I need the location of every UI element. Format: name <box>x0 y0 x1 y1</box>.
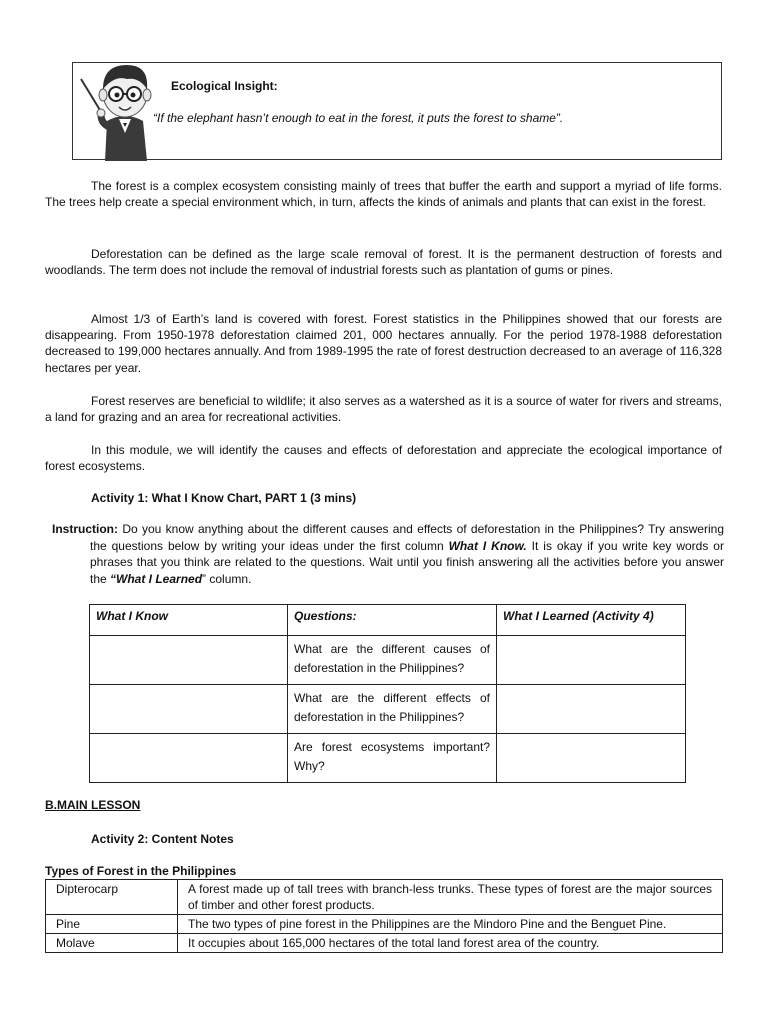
forest-type-name: Dipterocarp <box>46 880 178 915</box>
instruction-emph-what-i-know: What I Know. <box>448 538 527 553</box>
forest-type-description: It occupies about 165,000 hectares of the total land forest area of the country. <box>178 934 723 953</box>
forest-type-description: A forest made up of tall trees with branch-less trunks. These types of forest are the major sources of timber and other forest products. <box>178 880 723 915</box>
table-row <box>46 880 723 915</box>
instruction-emph-what-i-learned: “What I Learned <box>110 571 203 586</box>
table-row <box>46 915 723 934</box>
kwl-header-questions: Questions: <box>288 605 497 636</box>
kwl-question-cell: What are the different effects of deforestation in the Philippines? <box>288 685 497 734</box>
paragraph-module-intro: In this module, we will identify the causes and effects of deforestation and appreciate the ecological importance of forest ecosystems. <box>45 443 722 474</box>
forest-types-title: Types of Forest in the Philippines <box>45 864 237 878</box>
kwl-question-cell: What are the different causes of deforestation in the Philippines? <box>288 636 497 685</box>
paragraph-forest-reserves: Forest reserves are beneficial to wildlife; it also serves as a watershed as it is a source of water for rivers and streams, a land for grazing and an area for recreational activities. <box>45 394 722 425</box>
insight-quote: “If the elephant hasn’t enough to eat in the forest, it puts the forest to shame”. <box>153 111 564 125</box>
main-lesson-heading: B.MAIN LESSON <box>45 798 141 812</box>
forest-type-description: The two types of pine forest in the Philippines are the Mindoro Pine and the Benguet Pine. <box>178 915 723 934</box>
forest-type-name: Molave <box>46 934 178 953</box>
instruction-text-2: It is okay if you write key words or phrases that you think are related to the questions. Wait until you finish answering all the activities before you answer the <box>90 538 724 586</box>
table-row <box>46 934 723 953</box>
kwl-header-what-i-know: What I Know <box>90 605 288 636</box>
kwl-question-cell: Are forest ecosystems important? Why? <box>288 734 497 783</box>
paragraph-deforestation-definition: Deforestation can be defined as the large scale removal of forest. It is the permanent destruction of forests and woodlands. The term does not include the removal of industrial forests such as plantation of gums or pines. <box>45 247 722 278</box>
instruction-text-1: Do you know anything about the different causes and effects of deforestation in the Philippines? Try answering the questions below by writing your ideas under the first column <box>90 522 724 553</box>
paragraph-forest-statistics: Almost 1/3 of Earth’s land is covered with forest. Forest statistics in the Philippines showed that our forests are disappearing. From 1950-1978 deforestation claimed 201, 000 hectares annually. For the period 1978-1988 deforestation decreased to 199,000 hectares annually. And from 1989-1995 the rate of forest destruction decreased to an average of 116,328 hectares per year. <box>45 312 722 375</box>
forest-type-name: Pine <box>46 915 178 934</box>
insight-title: Ecological Insight: <box>171 79 278 93</box>
activity2-title: Activity 2: Content Notes <box>91 832 234 846</box>
forest-types-table <box>45 879 723 953</box>
instruction-label: Instruction: <box>52 522 118 536</box>
activity1-title: Activity 1: What I Know Chart, PART 1 (3 mins) <box>91 491 357 505</box>
instruction-text-3: ” column. <box>202 571 252 586</box>
kwl-header-what-i-learned: What I Learned (Activity 4) <box>497 605 686 636</box>
paragraph-forest-definition: The forest is a complex ecosystem consisting mainly of trees that buffer the earth and support a myriad of life forms. The trees help create a special environment which, in turn, affects the kinds of animals and plants that can exist in the forest. <box>45 179 722 210</box>
